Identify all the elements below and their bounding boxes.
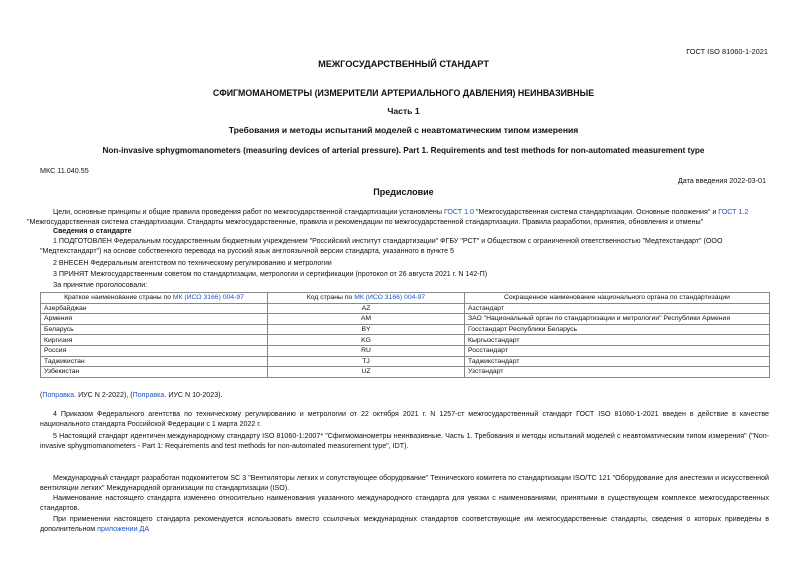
header-country: [41, 293, 268, 304]
amendment-link-2[interactable]: Поправка: [132, 391, 165, 399]
cell-country: Россия: [41, 345, 268, 356]
application-text: При применении настоящего стандарта рекомендуется использовать вместо ссылочных международных стандартов соответствующие им межгосударственные стандарты, сведения о которых приведены в дополнительном: [40, 515, 769, 533]
cell-code: KG: [268, 335, 465, 346]
cell-org: Таджикстандарт: [465, 356, 770, 367]
cell-org: Азстандарт: [465, 303, 770, 314]
header-country-text: Краткое наименование страны по: [64, 294, 173, 302]
header-code-text: Код страны по: [306, 294, 355, 302]
countries-table: [40, 292, 770, 378]
item-3: 3 ПРИНЯТ Межгосударственным советом по стандартизации, метрологии и сертификации (протокол от 26 августа 2021 г. N 142-П): [53, 270, 488, 278]
cell-org: Госстандарт Республики Беларусь: [465, 324, 770, 335]
amendment-link-1[interactable]: Поправка: [42, 391, 75, 399]
gost-1-0-link[interactable]: ГОСТ 1.0: [443, 208, 474, 216]
english-title: Non-invasive sphygmomanometers (measuring devices of arterial pressure). Part 1. Requirements and test methods for non-automated measurement type: [102, 146, 705, 155]
cell-code: AZ: [268, 303, 465, 314]
item-5: 5 Настоящий стандарт идентичен международному стандарту ISO 81060-1:2007* "Сфигмоманометры неинвазивные. Часть 1. Требования и методы испытаний моделей с неавтоматическим типом измерения" ("Non-invasive sphygmomanometers - Part 1: Requirements and test methods for non-automated measurement type", IDT).: [40, 432, 769, 450]
amendment-text-1: . ИУС N 2-2022), (: [74, 391, 133, 399]
intro-paragraph: [27, 208, 772, 227]
cell-code: UZ: [268, 367, 465, 378]
voted-label: За принятие проголосовали:: [53, 281, 148, 289]
cell-code: AM: [268, 314, 465, 325]
intro-text-2: "Межгосударственная система стандартизации. Основные положения" и: [473, 208, 719, 216]
amendment-text-2: . ИУС N 10-2023).: [164, 391, 223, 399]
standard-title: СФИГМОМАНОМЕТРЫ (ИЗМЕРИТЕЛИ АРТЕРИАЛЬНОГО ДАВЛЕНИЯ) НЕИНВАЗИВНЫЕ: [212, 88, 595, 98]
appendix-da-link[interactable]: приложении ДА: [97, 524, 150, 533]
main-title: МЕЖГОСУДАРСТВЕННЫЙ СТАНДАРТ: [318, 59, 489, 69]
cell-org: Росстандарт: [465, 345, 770, 356]
cell-org: ЗАО "Национальный орган по стандартизации и метрологии" Республики Армения: [465, 314, 770, 325]
cell-code: RU: [268, 345, 465, 356]
table-row: [41, 345, 770, 356]
cell-country: Армения: [41, 314, 268, 325]
name-change-paragraph: Наименование настоящего стандарта изменено относительно наименования указанного международного стандарта для увязки с наименованиями, принятыми в существующем комплексе межгосударственных стандартов.: [40, 494, 769, 512]
header-code: [268, 293, 465, 304]
intl-standard-paragraph: Международный стандарт разработан подкомитетом SC 3 "Вентиляторы легких и сопутствующее оборудование" Технического комитета по стандартизации ISO/TC 121 "Оборудование для анестезии и искусственной вентиляции легких" Международной организации по стандартизации (ISO).: [40, 474, 769, 492]
document-code: ГОСТ ISO 81060-1-2021: [686, 47, 768, 56]
cell-org: Узстандарт: [465, 367, 770, 378]
introduction-date: Дата введения 2022-03-01: [677, 176, 766, 185]
table-row: [41, 324, 770, 335]
cell-country: Азербайджан: [41, 303, 268, 314]
table-row: [41, 314, 770, 325]
item-2: 2 ВНЕСЕН Федеральным агентством по техническому регулированию и метрологии: [53, 259, 332, 267]
cell-country: Беларусь: [41, 324, 268, 335]
application-paragraph: [40, 515, 769, 534]
cell-country: Таджикистан: [41, 356, 268, 367]
table-header-row: [41, 293, 770, 304]
intro-text: Цели, основные принципы и общие правила проведения работ по межгосударственной стандартизации установлены: [53, 208, 444, 216]
item-1: 1 ПОДГОТОВЛЕН Федеральным государственным бюджетным учреждением "Российский институт стандартизации" ФГБУ "РСТ" и Обществом с ограниченной ответственностью "Медтехстандарт" (ООО: [53, 237, 723, 245]
header-org: Сокращенное наименование национального органа по стандартизации: [465, 293, 770, 304]
mk-iso-link-2[interactable]: МК (ИСО 3166) 004-97: [354, 294, 426, 302]
part-title: Часть 1: [387, 106, 420, 116]
cell-org: Кыргызстандарт: [465, 335, 770, 346]
cell-country: Узбекистан: [41, 367, 268, 378]
table-row: [41, 367, 770, 378]
requirements-title: Требования и методы испытаний моделей с неавтоматическим типом измерения: [228, 125, 579, 135]
table-row: [41, 303, 770, 314]
table-row: [41, 335, 770, 346]
cell-code: BY: [268, 324, 465, 335]
mk-iso-link[interactable]: МК (ИСО 3166) 004-97: [172, 294, 244, 302]
amendments-line: (Поправка. ИУС N 2-2022), (Поправка. ИУС N 10-2023).: [40, 391, 223, 399]
preface-heading: Предисловие: [373, 187, 434, 197]
info-heading: Сведения о стандарте: [53, 227, 132, 235]
gost-1-2-link[interactable]: ГОСТ 1.2: [718, 208, 749, 216]
mks-code: МКС 11.040.55: [40, 166, 89, 175]
item-4: 4 Приказом Федерального агентства по техническому регулированию и метрологии от 22 октября 2021 г. N 1257-ст межгосударственный стандарт ГОСТ ISO 81060-1-2021 введен в действие в качестве национального стандарта Российской Федерации с 1 марта 2022 г.: [40, 410, 769, 428]
cell-code: TJ: [268, 356, 465, 367]
table-row: [41, 356, 770, 367]
item-1-cont: "Медтехстандарт") на основе собственного перевода на русский язык англоязычной версии стандарта, указанного в пункте 5: [40, 247, 454, 255]
intro-text-3: "Межгосударственная система стандартизации. Стандарты межгосударственные, правила и рекомендации по межгосударственной стандартизации. Правила разработки, принятия, обновления и отмены": [27, 217, 704, 226]
cell-country: Киргизия: [41, 335, 268, 346]
